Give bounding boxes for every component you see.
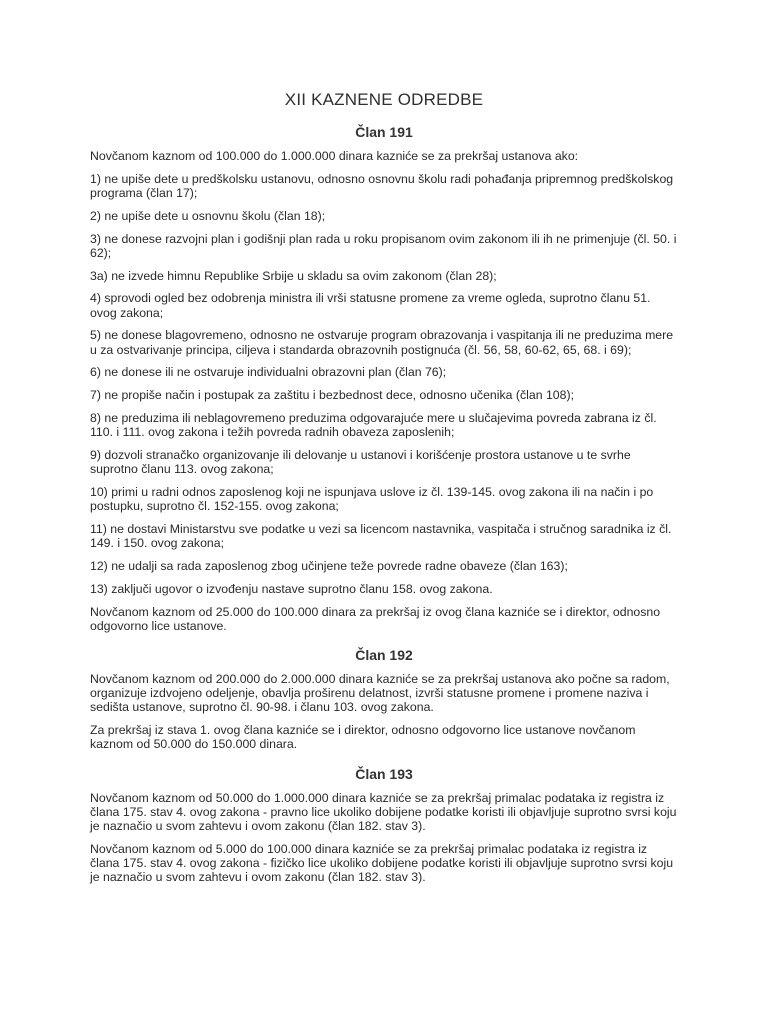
document-title: XII KAZNENE ODREDBE [284, 90, 484, 109]
paragraph: 6) ne donese ili ne ostvaruje individualni obrazovni plan (član 76); [90, 365, 447, 380]
paragraph: Novčanom kaznom od 100.000 do 1.000.000 dinara kazniće se za prekršaj ustanova ako: [90, 149, 579, 163]
article-heading: Član 191 [355, 124, 413, 140]
paragraph: 3a) ne izvede himnu Republike Srbije u skladu sa ovim zakonom (član 28); [90, 268, 497, 283]
paragraph: 1) ne upiše dete u predškolsku ustanovu, odnosno osnovnu školu radi pohađanja pripremnog predškolskog programa (član 17); [90, 171, 674, 200]
paragraph: 11) ne dostavi Ministarstvu sve podatke u vezi sa licencom nastavnika, vaspitača i stručnog saradnika iz čl. 149. i 150. ovog zakona; [90, 521, 672, 551]
article-heading: Član 193 [355, 765, 413, 782]
paragraph: Novčanom kaznom od 200.000 do 2.000.000 dinara kazniće se za prekršaj ustanova ako počne sa radom, organizuje izdvojeno odeljenje, obavlja proširenu delatnost, izvrši statusne promene i promene naziva i sedišta ustanove, suprotno čl. 90-98. i članu 103. ovog zakona. [90, 671, 670, 715]
paragraph: 12) ne udalji sa rada zaposlenog zbog učinjene teže povrede radne obaveze (član 163); [90, 558, 568, 573]
paragraph: 3) ne donese razvojni plan i godišnji plan rada u roku propisanom ovim zakonom ili ih ne primenjuje (čl. 50. i 62); [90, 231, 677, 260]
article-heading: Član 192 [355, 646, 413, 663]
article-191 [90, 124, 678, 633]
paragraph: 10) primi u radni odnos zaposlenog koji ne ispunjava uslove iz čl. 139-145. ovog zakona ili na način i po postupku, suprotno čl. 152-155. ovog zakona; [90, 484, 654, 514]
paragraph: Novčanom kaznom od 25.000 do 100.000 dinara za prekršaj iz ovog člana kazniće se i direktor, odnosno odgovorno lice ustanove. [90, 604, 661, 633]
paragraph: 9) dozvoli stranačko organizovanje ili delovanje u ustanovi i korišćenje prostora ustanove u te svrhe suprotno članu 113. ovog zakona; [90, 447, 631, 477]
paragraph: 8) ne preduzima ili neblagovremeno preduzima odgovarajuće mere u slučajevima povreda zabrana iz čl. 110. i 111. ovog zakona i težih povreda radnih obaveza zaposlenih; [90, 410, 657, 440]
paragraph: 4) sprovodi ogled bez odobrenja ministra ili vrši statusne promene za vreme ogleda, suprotno članu 51. ovog zakona; [90, 291, 651, 320]
article-192 [90, 647, 678, 752]
paragraph: Za prekršaj iz stava 1. ovog člana kazniće se i direktor, odnosno odgovorno lice ustanove novčanom kaznom od 50.000 do 150.000 dinara. [90, 723, 636, 752]
article-193 [90, 766, 678, 885]
paragraph: 2) ne upiše dete u osnovnu školu (član 18); [90, 208, 326, 223]
paragraph: 5) ne donese blagovremeno, odnosno ne ostvaruje program obrazovanja i vaspitanja ili ne preduzima mere u za ostvarivanje principa, ciljeva i standarda obrazovnih postignuća (čl. 56, 58, 60-62, 65, 68. i 69); [90, 328, 674, 357]
paragraph: 7) ne propiše način i postupak za zaštitu i bezbednost dece, odnosno učenika (član 108); [90, 388, 574, 403]
paragraph: 13) zaključi ugovor o izvođenju nastave suprotno članu 158. ovog zakona. [90, 581, 493, 596]
document-page [90, 90, 678, 893]
paragraph: Novčanom kaznom od 5.000 do 100.000 dinara kazniće se za prekršaj primalac podataka iz registra iz člana 175. stav 4. ovog zakona - fizičko lice ukoliko dobijene podatke koristi ili objavljuje suprotno svrsi koju je naznačio u svom zahtevu i ovom zakonu (član 182. stav 3). [90, 841, 674, 885]
paragraph: Novčanom kaznom od 50.000 do 1.000.000 dinara kazniće se za prekršaj primalac podataka iz registra iz člana 175. stav 4. ovog zakona - pravno lice ukoliko dobijene podatke koristi ili objavljuje suprotno svrsi koju je naznačio u svom zahtevu i ovom zakonu (član 182. stav 3). [90, 790, 677, 833]
